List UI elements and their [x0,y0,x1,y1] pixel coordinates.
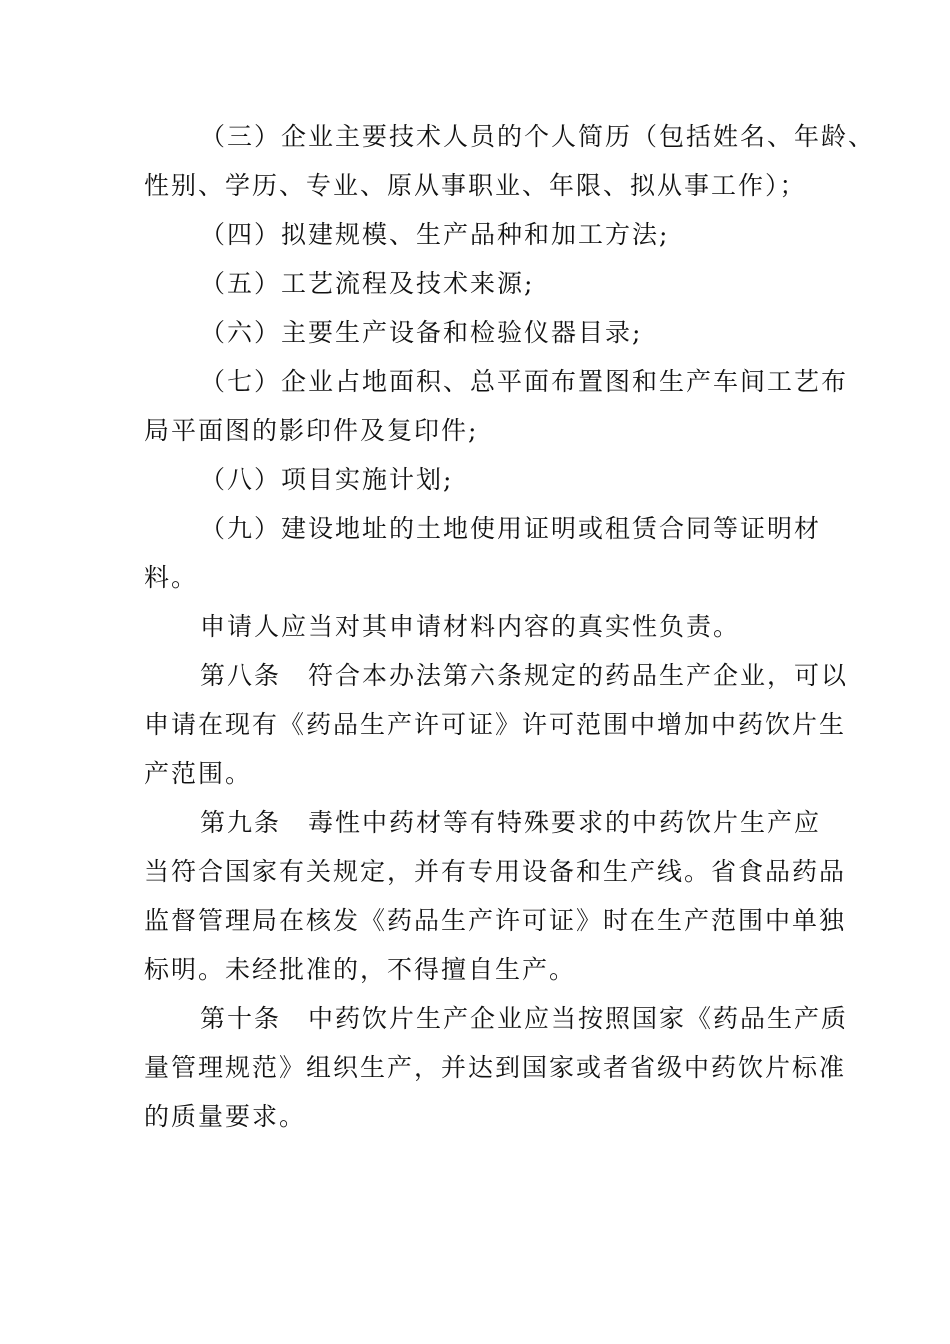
text-line: 第九条 毒性中药材等有特殊要求的中药饮片生产应 [200,808,822,837]
text-line: （六）主要生产设备和检验仪器目录; [200,318,643,347]
text-line: 标明。未经批准的，不得擅自生产。 [144,955,577,984]
article-9 [144,798,847,994]
paragraph-item-7 [144,357,849,455]
text-line: （七）企业占地面积、总平面布置图和生产车间工艺布 [200,367,849,396]
text-line: 当符合国家有关规定，并有专用设备和生产线。省食品药品 [144,857,847,886]
article-10 [144,994,849,1141]
text-line: （九）建设地址的土地使用证明或租赁合同等证明材 [200,514,822,543]
text-line: 量管理规范》组织生产，并达到国家或者省级中药饮片标准 [144,1053,847,1082]
paragraph-item-8 [144,455,809,504]
paragraph-item-5 [144,259,809,308]
article-8 [144,651,849,798]
text-line: （三）企业主要技术人员的个人简历（包括姓名、年龄、 [200,122,876,151]
text-line: 第八条 符合本办法第六条规定的药品生产企业，可以 [200,661,849,690]
text-line: （五）工艺流程及技术来源; [200,269,535,298]
text-line: 申请在现有《药品生产许可证》许可范围中增加中药饮片生 [144,710,847,739]
text-line: 料。 [144,563,199,592]
text-line: 申请人应当对其申请材料内容的真实性负责。 [200,612,741,641]
text-line: （八）项目实施计划; [200,465,454,494]
text-line: 性别、学历、专业、原从事职业、年限、拟从事工作）； [144,171,807,200]
text-line: 产范围。 [144,759,253,788]
text-line: 的质量要求。 [144,1102,307,1131]
paragraph-item-3 [144,112,876,210]
paragraph-item-4 [144,210,809,259]
text-line: 监督管理局在核发《药品生产许可证》时在生产范围中单独 [144,906,847,935]
document-body [144,112,876,1141]
text-line: （四）拟建规模、生产品种和加工方法; [200,220,670,249]
text-line: 局平面图的影印件及复印件; [144,416,479,445]
paragraph-applicant-responsibility [144,602,809,651]
paragraph-item-9 [144,504,822,602]
text-line: 第十条 中药饮片生产企业应当按照国家《药品生产质 [200,1004,849,1033]
paragraph-item-6 [144,308,809,357]
